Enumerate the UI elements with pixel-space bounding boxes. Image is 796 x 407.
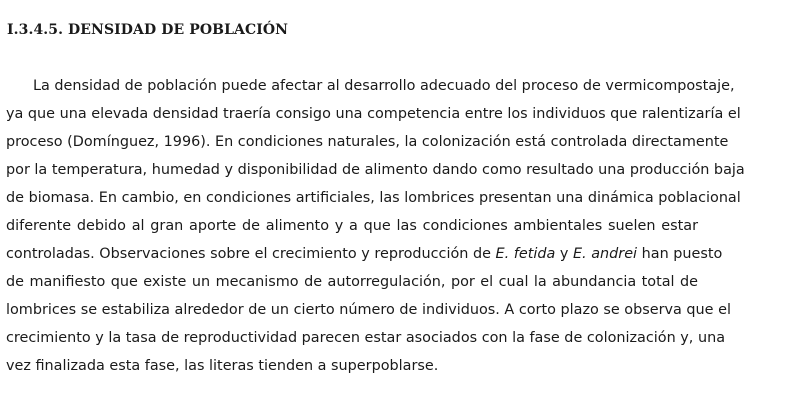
paragraph-line: ya que una elevada densidad traería consigo una competencia entre los individuos que ralentizaría el <box>6 106 741 122</box>
paragraph-line: diferente debido al gran aporte de alimento y a que las condiciones ambientales suelen estar <box>6 218 698 234</box>
line-text: y <box>555 246 573 262</box>
paragraph-line: crecimiento y la tasa de reproductividad parecen estar asociados con la fase de colonización y, una <box>6 330 726 346</box>
paragraph-line: lombrices se estabiliza alrededor de un cierto número de individuos. A corto plazo se observa que el <box>6 302 731 318</box>
paragraph-line: de biomasa. En cambio, en condiciones artificiales, las lombrices presentan una dinámica poblacional <box>6 190 741 206</box>
line-text: controladas. Observaciones sobre el crecimiento y reproducción de <box>6 246 496 262</box>
paragraph-line: por la temperatura, humedad y disponibilidad de alimento dando como resultado una producción baja <box>6 162 745 178</box>
paragraph-line: de manifiesto que existe un mecanismo de autorregulación, por el cual la abundancia total de <box>6 274 698 290</box>
paragraph-line: La densidad de población puede afectar al desarrollo adecuado del proceso de vermicompostaje, <box>33 78 735 94</box>
line-text: han puesto <box>637 246 723 262</box>
paragraph-line: proceso (Domínguez, 1996). En condiciones naturales, la colonización está controlada directamente <box>6 134 729 150</box>
species-name: E. andrei <box>572 246 638 262</box>
paragraph-line: vez finalizada esta fase, las literas tienden a superpoblarse. <box>6 358 439 374</box>
body-paragraph <box>6 72 745 380</box>
paragraph-line <box>6 240 723 268</box>
species-name: E. fetida <box>495 246 556 262</box>
section-heading: I.3.4.5. DENSIDAD DE POBLACIÓN <box>7 22 289 38</box>
